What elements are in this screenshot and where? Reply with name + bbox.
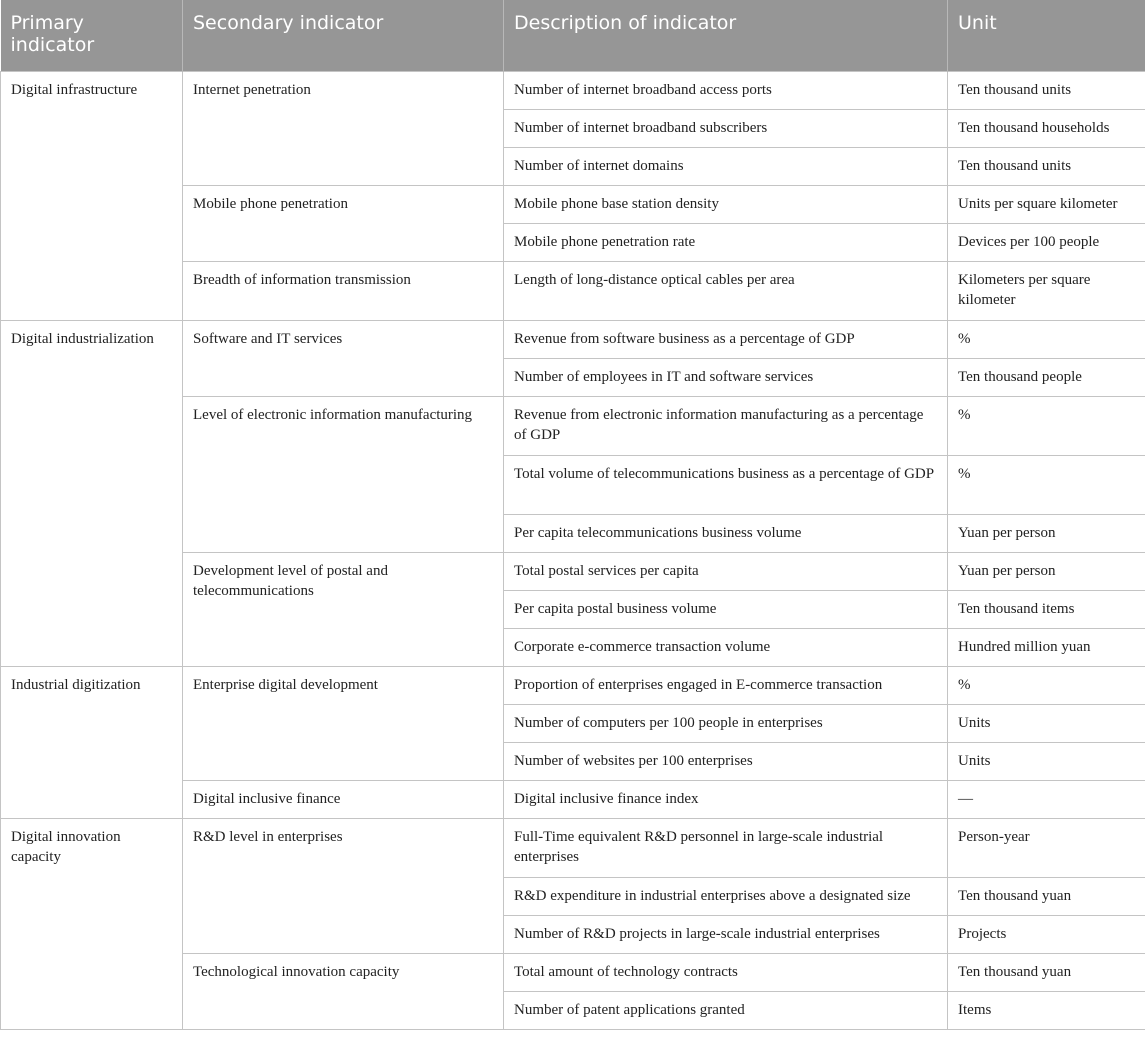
unit-cell: Yuan per person: [948, 514, 1145, 552]
unit-cell: Ten thousand units: [948, 71, 1145, 109]
secondary-indicator-cell: Technological innovation capacity: [183, 953, 504, 1029]
table-row: [1, 320, 1145, 358]
description-cell: Total postal services per capita: [504, 552, 948, 590]
unit-cell: Ten thousand units: [948, 147, 1145, 185]
primary-indicator-cell: Digital industrialization: [1, 320, 183, 666]
description-cell: Length of long-distance optical cables per area: [504, 261, 948, 320]
unit-cell: Hundred million yuan: [948, 628, 1145, 666]
unit-cell: Units: [948, 742, 1145, 780]
description-cell: Number of internet broadband access ports: [504, 71, 948, 109]
header-primary-indicator: Primary indicator: [1, 0, 183, 71]
header-row: [1, 0, 1145, 71]
secondary-indicator-cell: Breadth of information transmission: [183, 261, 504, 320]
secondary-indicator-cell: R&D level in enterprises: [183, 818, 504, 953]
description-cell: Number of employees in IT and software services: [504, 358, 948, 396]
description-cell: Number of websites per 100 enterprises: [504, 742, 948, 780]
secondary-indicator-cell: Mobile phone penetration: [183, 185, 504, 261]
description-cell: Full-Time equivalent R&D personnel in large-scale industrial enterprises: [504, 818, 948, 877]
unit-cell: Items: [948, 991, 1145, 1029]
secondary-indicator-cell: Level of electronic information manufacturing: [183, 396, 504, 552]
unit-cell: Units: [948, 704, 1145, 742]
primary-indicator-cell: Digital infrastructure: [1, 71, 183, 320]
table-row: [1, 71, 1145, 109]
unit-cell: Units per square kilometer: [948, 185, 1145, 223]
description-cell: Per capita telecommunications business volume: [504, 514, 948, 552]
header-description: Description of indicator: [504, 0, 948, 71]
description-cell: Number of internet broadband subscribers: [504, 109, 948, 147]
description-cell: Corporate e-commerce transaction volume: [504, 628, 948, 666]
unit-cell: %: [948, 320, 1145, 358]
description-cell: Revenue from electronic information manufacturing as a percentage of GDP: [504, 396, 948, 455]
unit-cell: Kilometers per square kilometer: [948, 261, 1145, 320]
header-secondary-indicator: Secondary indicator: [183, 0, 504, 71]
description-cell: Number of patent applications granted: [504, 991, 948, 1029]
description-cell: Number of R&D projects in large-scale industrial enterprises: [504, 915, 948, 953]
description-cell: Revenue from software business as a percentage of GDP: [504, 320, 948, 358]
secondary-indicator-cell: Internet penetration: [183, 71, 504, 185]
unit-cell: Projects: [948, 915, 1145, 953]
secondary-indicator-cell: Digital inclusive finance: [183, 780, 504, 818]
table-row: [1, 818, 1145, 877]
unit-cell: Person-year: [948, 818, 1145, 877]
header-unit: Unit: [948, 0, 1145, 71]
description-cell: Proportion of enterprises engaged in E-commerce transaction: [504, 666, 948, 704]
secondary-indicator-cell: Software and IT services: [183, 320, 504, 396]
unit-cell: Ten thousand items: [948, 590, 1145, 628]
secondary-indicator-cell: Development level of postal and telecommunications: [183, 552, 504, 666]
primary-indicator-cell: Digital innovation capacity: [1, 818, 183, 1029]
description-cell: Number of internet domains: [504, 147, 948, 185]
description-cell: Mobile phone penetration rate: [504, 223, 948, 261]
description-cell: Per capita postal business volume: [504, 590, 948, 628]
unit-cell: %: [948, 455, 1145, 514]
unit-cell: Yuan per person: [948, 552, 1145, 590]
unit-cell: —: [948, 780, 1145, 818]
secondary-indicator-cell: Enterprise digital development: [183, 666, 504, 780]
unit-cell: %: [948, 396, 1145, 455]
description-cell: R&D expenditure in industrial enterprises above a designated size: [504, 877, 948, 915]
table-row: [1, 666, 1145, 704]
description-cell: Number of computers per 100 people in enterprises: [504, 704, 948, 742]
unit-cell: Ten thousand households: [948, 109, 1145, 147]
unit-cell: Ten thousand yuan: [948, 953, 1145, 991]
description-cell: Total amount of technology contracts: [504, 953, 948, 991]
unit-cell: Ten thousand yuan: [948, 877, 1145, 915]
description-cell: Total volume of telecommunications business as a percentage of GDP: [504, 455, 948, 514]
unit-cell: %: [948, 666, 1145, 704]
description-cell: Mobile phone base station density: [504, 185, 948, 223]
description-cell: Digital inclusive finance index: [504, 780, 948, 818]
primary-indicator-cell: Industrial digitization: [1, 666, 183, 818]
unit-cell: Ten thousand people: [948, 358, 1145, 396]
unit-cell: Devices per 100 people: [948, 223, 1145, 261]
